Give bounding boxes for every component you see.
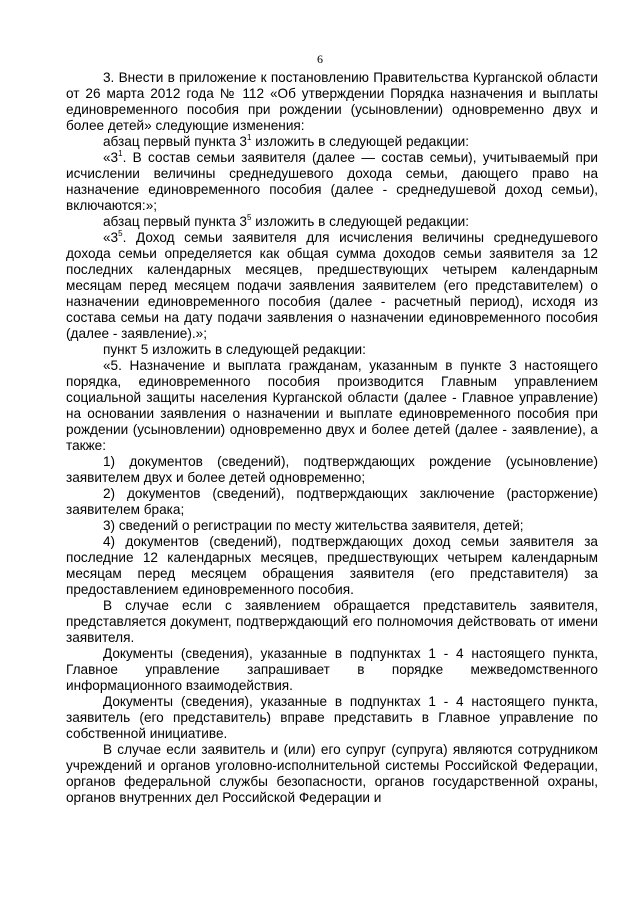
paragraph-instruction-3-1: абзац первый пункта $3^1$ изложить в следующей редакции: [103,133,470,149]
paragraph-amendment-intro: 3. Внести в приложение к постановлению Правительства Курганской области от 26 марта 2012 года № 112 «Об утверждении Порядка назначения и выплаты единовременного пособия при рождении (усыновлении) одновременно двух и более детей» следующие изменения: [66,70,598,133]
list-item-4: 4) документов (сведений), подтверждающих доход семьи заявителя за последние 12 календарных месяцев, предшествующих четырем календарным месяцам перед месяцем обращения заявителя (его представителя) за предоставлением единовременного пособия. [66,534,598,597]
paragraph-new-text-5: «5. Назначение и выплата гражданам, указанным в пункте 3 настоящего порядка, единовременного пособия производится Главным управлением социальной защиты населения Курганской области (далее - Главное управление) на основании заявления о назначении и выплате единовременного пособия при рождении (усыновлении) одновременно двух и более детей (далее - заявление), а также: [66,358,598,453]
list-item-1: 1) документов (сведений), подтверждающих рождение (усыновление) заявителем двух и более детей одновременно; [66,454,598,485]
paragraph-new-text-3-1: «$3^1$. В состав семьи заявителя (далее — состав семьи), учитываемый при исчислении величины среднедушевого дохода семьи, дающего право на назначение единовременного пособия (далее - среднедушевой доход семьи), включаются:»; [66,149,598,213]
list-item-2: 2) документов (сведений), подтверждающих заключение (расторжение) заявителем брака; [66,486,598,517]
paragraph-new-text-3-5: «$3^5$. Доход семьи заявителя для исчисления величины среднедушевого дохода семьи определяется как общая сумма доходов семьи заявителя за 12 последних календарных месяцев, предшествующих четырем календарным месяцам перед месяцем подачи заявления заявителем (его представителем) о назначении единовременного пособия (далее - расчетный период), исходя из состава семьи на дату подачи заявления о назначении единовременного пособия (далее - заявление).»; [66,229,598,341]
paragraph-own-initiative: Документы (сведения), указанные в подпунктах 1 - 4 настоящего пункта, заявитель (его представитель) вправе представить в Главное управление по собственной инициативе. [66,694,598,741]
document-body [66,70,598,806]
paragraph-instruction-3-5: абзац первый пункта $3^5$ изложить в следующей редакции: [103,213,470,229]
paragraph-representative: В случае если с заявлением обращается представитель заявителя, представляется документ, подтверждающий его полномочия действовать от имени заявителя. [66,598,598,645]
paragraph-instruction-5: пункт 5 изложить в следующей редакции: [103,342,366,357]
paragraph-service-members: В случае если заявитель и (или) его супруг (супруга) являются сотрудником учреждений и органов уголовно-исполнительной системы Российской Федерации, органов федеральной службы безопасности, органов государственной охраны, органов внутренних дел Российской Федерации и [66,742,598,805]
list-item-3: 3) сведений о регистрации по месту жительства заявителя, детей; [103,518,524,533]
page-number: 6 [317,52,323,66]
paragraph-interagency-request: Документы (сведения), указанные в подпунктах 1 - 4 настоящего пункта, Главное управление запрашивает в порядке межведомственного информационного взаимодействия. [66,646,598,693]
